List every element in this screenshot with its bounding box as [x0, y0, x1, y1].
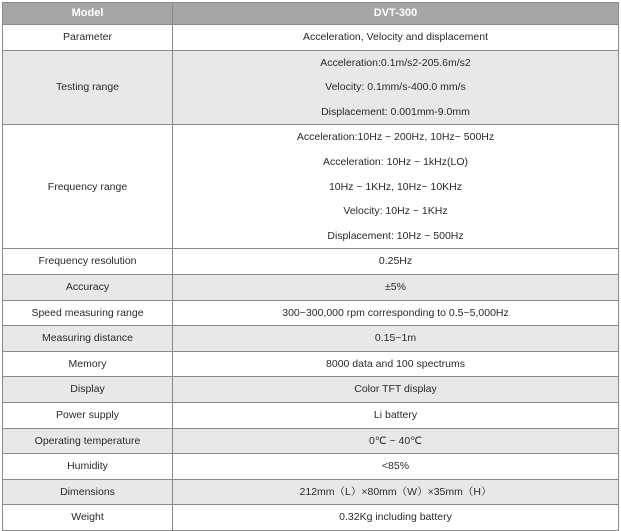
- row-value-cell: [173, 50, 619, 125]
- row-value-cell: [173, 249, 619, 275]
- header-model: Model: [3, 3, 173, 25]
- row-value: ±5%: [385, 280, 406, 293]
- row-label: Memory: [3, 351, 173, 377]
- row-label: Weight: [3, 505, 173, 531]
- row-value: 0.32Kg including battery: [339, 511, 452, 524]
- row-label: Testing range: [3, 50, 173, 125]
- row-value-cell: [173, 351, 619, 377]
- row-label: Dimensions: [3, 479, 173, 505]
- header-model-value: DVT-300: [173, 3, 619, 25]
- row-value: Displacement: 10Hz ~ 500Hz: [327, 229, 464, 242]
- row-label: Parameter: [3, 25, 173, 51]
- row-value: 8000 data and 100 spectrums: [326, 357, 465, 370]
- row-value: Acceleration: 10Hz ~ 1kHz(LO): [322, 155, 469, 168]
- row-value: 212mm（L）×80mm（W）×35mm（H）: [299, 485, 492, 498]
- row-value: 0.25Hz: [378, 255, 413, 268]
- row-value-cell: [173, 125, 619, 249]
- spec-table: [2, 2, 619, 531]
- row-label: Display: [3, 377, 173, 403]
- row-value-cell: [173, 402, 619, 428]
- row-value: Displacement: 0.001mm-9.0mm: [321, 105, 470, 118]
- watermark: [215, 505, 555, 519]
- row-value-cell: [173, 479, 619, 505]
- row-label: Frequency range: [3, 125, 173, 249]
- row-value: 0.15~1m: [374, 332, 417, 345]
- table-row: [3, 326, 619, 352]
- row-label: Power supply: [3, 402, 173, 428]
- row-label: Accuracy: [3, 274, 173, 300]
- row-label: Measuring distance: [3, 326, 173, 352]
- row-value-cell: [173, 300, 619, 326]
- row-value: 0℃ ~ 40℃: [368, 434, 423, 447]
- table-row: [3, 249, 619, 275]
- table-row: [3, 454, 619, 480]
- table-row: [3, 479, 619, 505]
- table-row: [3, 428, 619, 454]
- table-row: [3, 377, 619, 403]
- row-value: Velocity: 10Hz ~ 1KHz: [343, 205, 448, 218]
- table-row: [3, 300, 619, 326]
- row-value: Acceleration:0.1m/s2-205.6m/s2: [320, 56, 471, 69]
- row-value-cell: [173, 377, 619, 403]
- row-value: Li battery: [373, 408, 418, 421]
- row-value: <85%: [381, 460, 410, 473]
- row-value: Acceleration:10Hz ~ 200Hz, 10Hz~ 500Hz: [296, 131, 495, 144]
- row-value: Color TFT display: [354, 383, 437, 396]
- row-label: Speed measuring range: [3, 300, 173, 326]
- table-row: [3, 25, 619, 51]
- row-value-cell: [173, 25, 619, 51]
- row-label: Operating temperature: [3, 428, 173, 454]
- row-value: 10Hz ~ 1KHz, 10Hz~ 10KHz: [328, 180, 463, 193]
- table-row: [3, 402, 619, 428]
- row-value-cell: [173, 326, 619, 352]
- table-row: [3, 50, 619, 125]
- table-row: [3, 125, 619, 249]
- row-label: Frequency resolution: [3, 249, 173, 275]
- table-row: [3, 274, 619, 300]
- table-row: [3, 351, 619, 377]
- row-value: Velocity: 0.1mm/s-400.0 mm/s: [325, 81, 466, 94]
- row-value-cell: [173, 428, 619, 454]
- row-value: Acceleration, Velocity and displacement: [302, 31, 489, 43]
- spec-table-body: [3, 25, 619, 531]
- row-value-cell: [173, 274, 619, 300]
- row-label: Humidity: [3, 454, 173, 480]
- row-value: 300~300,000 rpm corresponding to 0.5~5,000Hz: [282, 306, 509, 319]
- row-value-cell: [173, 454, 619, 480]
- table-header-row: [3, 3, 619, 25]
